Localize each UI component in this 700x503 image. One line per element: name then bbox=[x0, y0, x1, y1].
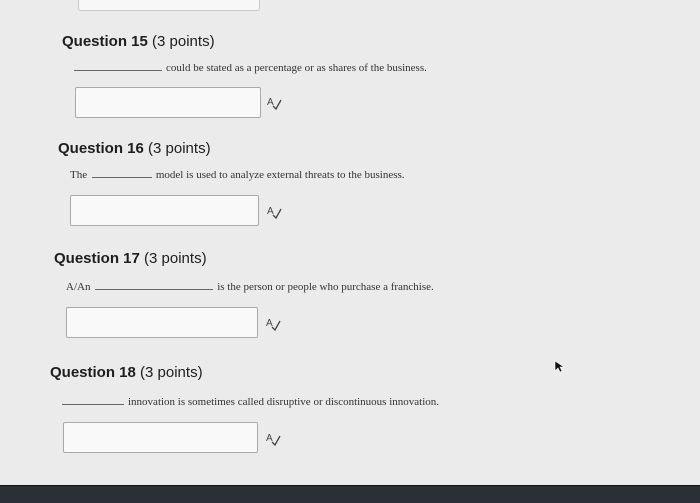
spellcheck-icon[interactable] bbox=[266, 203, 282, 219]
taskbar bbox=[0, 485, 700, 503]
question-title: Question 17 bbox=[54, 250, 140, 267]
question-prefix: The bbox=[70, 169, 88, 181]
question-16-header bbox=[58, 140, 211, 157]
question-text: innovation is sometimes called disruptive or discontinuous innovation. bbox=[128, 396, 440, 408]
question-text: could be stated as a percentage or as shares of the business. bbox=[166, 62, 427, 74]
question-points: (3 points) bbox=[152, 33, 215, 50]
question-15-answer-input[interactable] bbox=[75, 87, 261, 118]
question-16-prompt bbox=[70, 167, 405, 181]
svg-text:A: A bbox=[266, 433, 273, 444]
question-prefix: A/An bbox=[66, 281, 91, 293]
question-title: Question 18 bbox=[50, 364, 136, 381]
question-18-prompt bbox=[62, 394, 439, 408]
svg-text:A: A bbox=[266, 318, 273, 329]
question-points: (3 points) bbox=[148, 140, 211, 157]
svg-text:A: A bbox=[267, 97, 274, 108]
question-17-prompt bbox=[66, 279, 434, 293]
mouse-pointer-icon bbox=[554, 360, 566, 374]
question-18-header bbox=[50, 364, 203, 381]
question-16-answer-input[interactable] bbox=[70, 195, 259, 226]
question-title: Question 16 bbox=[58, 140, 144, 157]
fill-in-blank bbox=[95, 279, 213, 290]
question-17-header bbox=[54, 250, 207, 267]
question-text: is the person or people who purchase a franchise. bbox=[217, 281, 434, 293]
question-15-header bbox=[62, 33, 215, 50]
question-points: (3 points) bbox=[144, 250, 207, 267]
fill-in-blank bbox=[62, 394, 124, 405]
spellcheck-icon[interactable] bbox=[266, 94, 282, 110]
question-title: Question 15 bbox=[62, 33, 148, 50]
svg-text:A: A bbox=[267, 206, 274, 217]
spellcheck-icon[interactable] bbox=[265, 430, 281, 446]
question-points: (3 points) bbox=[140, 364, 203, 381]
question-15-prompt bbox=[74, 60, 427, 74]
question-18-answer-input[interactable] bbox=[63, 422, 258, 453]
previous-answer-box[interactable] bbox=[78, 0, 260, 11]
question-17-answer-input[interactable] bbox=[66, 307, 258, 338]
fill-in-blank bbox=[74, 60, 162, 71]
question-text: model is used to analyze external threats to the business. bbox=[155, 169, 405, 181]
fill-in-blank bbox=[92, 167, 152, 178]
spellcheck-icon[interactable] bbox=[265, 315, 281, 331]
